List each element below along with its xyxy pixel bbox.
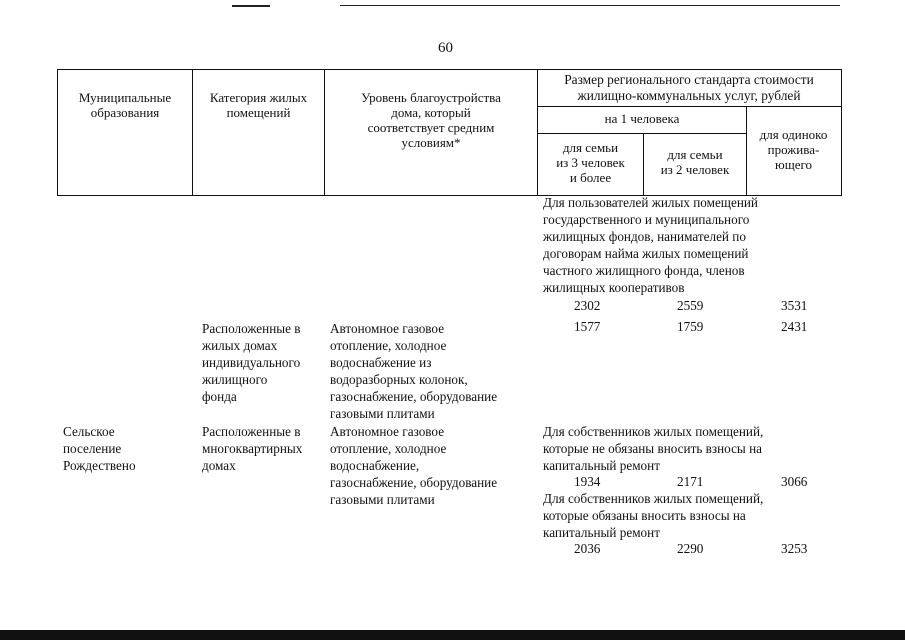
header-divider	[537, 133, 747, 134]
header-family3: для семьи из 3 человек и более	[556, 140, 625, 185]
row1-family3: 2302	[574, 298, 601, 313]
row1-single: 3531	[781, 298, 808, 313]
header-category: Категория жилых помещений	[209, 90, 308, 120]
private-house-level: Автономное газовое отопление, холодное водоснабжение из водоразборных колонок, газоснабжение, оборудование газовыми плитами	[330, 321, 498, 421]
header-single: для одиноко прожива- ющего	[759, 127, 828, 172]
bottom-scan-band	[0, 630, 905, 640]
page-number: 60	[438, 40, 453, 56]
header-standard: Размер регионального стандарта стоимости жилищно-коммунальных услуг, рублей	[564, 72, 814, 103]
apartment-level: Автономное газовое отопление, холодное водоснабжение, газоснабжение, оборудование газовыми плитами	[330, 424, 498, 507]
top-rule-right	[340, 5, 840, 6]
row4-family3: 2036	[574, 541, 601, 556]
row2-family3: 1577	[574, 319, 601, 334]
row2-family2: 1759	[677, 319, 704, 334]
note-tenants: Для пользователей жилых помещений государственного и муниципального жилищных фондов, нанимателей по договорам найма жилых помещений частного жилищного фонда, членов жилищных кооперативов	[543, 195, 758, 295]
row4-family2: 2290	[677, 541, 704, 556]
municipality-name: Сельское поселение Рождествено	[63, 424, 136, 473]
note-owners-fee: Для собственников жилых помещений, которые обязаны вносить взносы на капитальный ремонт	[543, 491, 764, 540]
row4-single: 3253	[781, 541, 808, 556]
apartment-category: Расположенные в многоквартирных домах	[202, 424, 303, 473]
header-family2: для семьи из 2 человек	[660, 147, 730, 177]
row1-family2: 2559	[677, 298, 704, 313]
header-municipal: Муниципальные образования	[78, 90, 172, 120]
note-owners-no-fee: Для собственников жилых помещений, которые не обязаны вносить взносы на капитальный ремонт	[543, 424, 764, 473]
header-divider	[192, 69, 193, 195]
top-rule-left	[232, 5, 270, 7]
header-divider	[537, 106, 841, 107]
row3-family3: 1934	[574, 474, 601, 489]
private-house-category: Расположенные в жилых домах индивидуального жилищного фонда	[202, 321, 301, 404]
row2-single: 2431	[781, 319, 808, 334]
row3-family2: 2171	[677, 474, 704, 489]
header-level: Уровень благоустройства дома, который соответствует средним условиям*	[361, 90, 501, 150]
header-per-person: на 1 человека	[604, 111, 680, 126]
row3-single: 3066	[781, 474, 808, 489]
